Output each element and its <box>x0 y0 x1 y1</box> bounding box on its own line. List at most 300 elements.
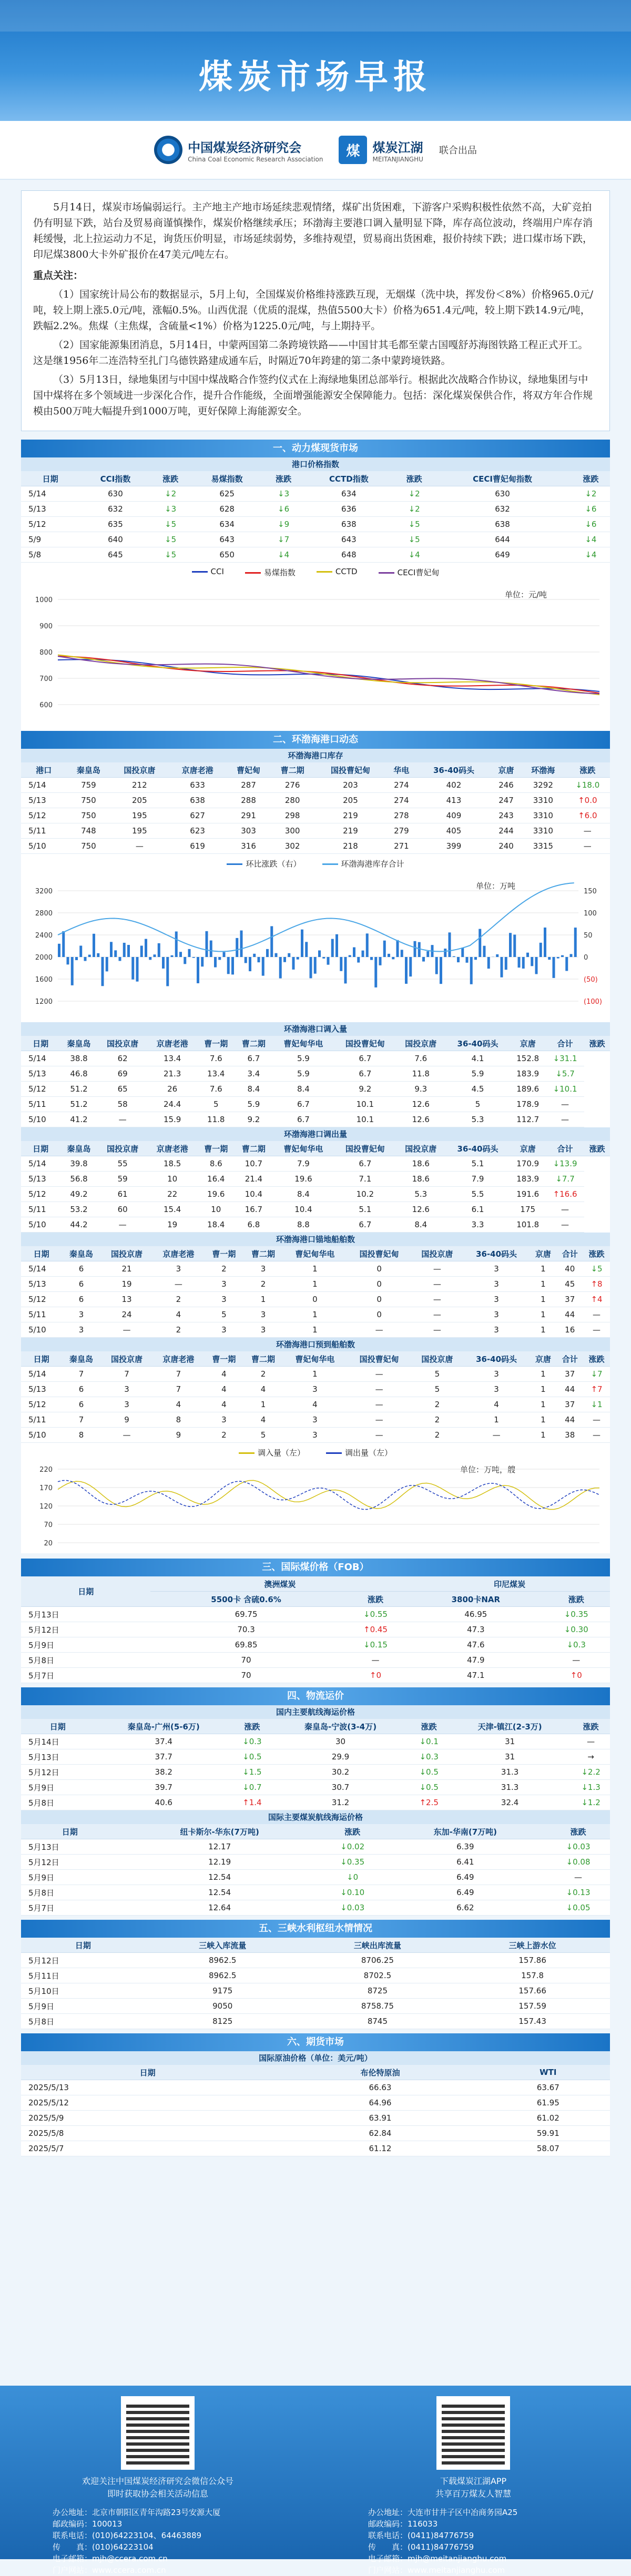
legend-item: CCTD <box>317 567 358 578</box>
table-cell: 2025/5/9 <box>21 2111 274 2126</box>
table-cell: 3 <box>283 1382 347 1397</box>
table-cell: ↓5 <box>583 1261 610 1277</box>
table-cell: ↓0.05 <box>546 1900 610 1916</box>
table-cell: 276 <box>270 778 314 793</box>
change-bar <box>335 934 338 957</box>
table-cell: 44 <box>556 1412 583 1428</box>
table-cell: 6.7 <box>334 1051 396 1066</box>
table-cell: ↓0.15 <box>342 1637 410 1653</box>
table-cell: — <box>110 839 168 854</box>
table-cell: 399 <box>416 839 491 854</box>
table-cell: 638 <box>303 517 395 532</box>
table-cell: 61.12 <box>274 2141 486 2156</box>
table-cell: 178.9 <box>510 1097 546 1112</box>
table-cell: 3 <box>463 1322 530 1338</box>
table-cell: — <box>463 1428 530 1443</box>
table-cell: — <box>583 1428 610 1443</box>
table-cell: 11.8 <box>197 1112 235 1127</box>
table-row <box>21 1607 610 1622</box>
change-bar <box>245 957 247 963</box>
column-header: 涨跌 <box>395 471 433 486</box>
table-cell: ↓0.03 <box>321 1900 384 1916</box>
table-row <box>21 1765 610 1780</box>
column-header: 京唐老港 <box>147 1036 197 1051</box>
table-cell: 44 <box>556 1307 583 1322</box>
table-cell: 38.8 <box>60 1051 98 1066</box>
column-header: 国投京唐 <box>411 1246 463 1261</box>
table-cell: 51.2 <box>60 1082 98 1097</box>
table-cell: 2 <box>152 1292 204 1307</box>
column-header: 京唐 <box>530 1351 557 1367</box>
change-bar <box>318 950 321 957</box>
table-cell: 46.95 <box>409 1607 542 1622</box>
table-cell: ↓3 <box>151 502 190 517</box>
table-cell: 3 <box>205 1322 244 1338</box>
column-header: 国投曹妃甸 <box>347 1351 411 1367</box>
table-row <box>21 793 610 808</box>
column-header: 秦皇岛 <box>62 1246 101 1261</box>
table-cell: 6.7 <box>235 1051 273 1066</box>
table-cell: ↓0.35 <box>542 1607 610 1622</box>
change-bar <box>396 940 399 957</box>
table-cell: 7.6 <box>396 1051 446 1066</box>
change-bar <box>84 957 87 961</box>
table-cell: 157.43 <box>455 2014 610 2029</box>
table-cell: 219 <box>314 823 386 839</box>
table-cell: ↓1.5 <box>233 1765 271 1780</box>
column-header: 日期 <box>21 1719 95 1734</box>
table-row <box>21 1367 610 1382</box>
table-cell: 47.1 <box>409 1668 542 1683</box>
table-row <box>21 1112 610 1127</box>
table-cell: 3315 <box>521 839 565 854</box>
table-cell: 3 <box>101 1382 152 1397</box>
table-cell: 648 <box>303 547 395 563</box>
change-bar <box>418 942 421 957</box>
table-cell: 632 <box>433 502 572 517</box>
column-header: 曹妃甸华电 <box>283 1351 347 1367</box>
table-row <box>21 1097 610 1112</box>
table-cell: — <box>565 823 610 839</box>
column-header: 京唐老港 <box>152 1246 204 1261</box>
y-tick-label: 2400 <box>35 932 53 940</box>
key-points-title: 重点关注： <box>33 268 598 283</box>
table-cell: 5/10 <box>21 1112 60 1127</box>
column-header: 36-40码头 <box>446 1141 510 1156</box>
table-cell: 246 <box>491 778 521 793</box>
table-cell: 69 <box>98 1066 148 1082</box>
flow-chart-svg <box>21 1459 610 1553</box>
change-bar <box>218 957 221 960</box>
column-header: 京唐 <box>510 1141 546 1156</box>
column-header: 涨跌 <box>410 1719 448 1734</box>
table-row <box>21 2080 610 2095</box>
change-bar <box>487 957 490 969</box>
table-cell: ↓6 <box>572 502 610 517</box>
table-cell: 21.3 <box>147 1066 197 1082</box>
table-row <box>21 1172 610 1187</box>
co-produced: 联合出品 <box>439 143 477 157</box>
stock-chart-unit: 单位：万吨 <box>476 880 515 891</box>
table-cell: — <box>411 1292 463 1307</box>
table-cell: 5.5 <box>446 1187 510 1202</box>
table-cell: 7.6 <box>197 1051 235 1066</box>
table-cell: 750 <box>67 839 111 854</box>
mtjh-name: 煤炭江湖 <box>372 137 423 156</box>
table-cell: 10.4 <box>272 1202 334 1217</box>
change-bar <box>231 957 234 974</box>
column-header: 涨跌 <box>233 1719 271 1734</box>
change-bar <box>379 957 382 965</box>
change-bar <box>283 957 286 962</box>
column-header: 三峡上游水位 <box>455 1938 610 1953</box>
table-cell: 12.19 <box>119 1855 321 1870</box>
table-cell: 21.4 <box>235 1172 273 1187</box>
y2-tick-label: (50) <box>584 976 598 984</box>
table-cell: — <box>411 1261 463 1277</box>
y-tick-label: 1200 <box>35 998 53 1006</box>
column-header: 东加-华南(7万吨) <box>384 1824 546 1839</box>
price-chart-svg <box>21 584 610 731</box>
table-cell: 625 <box>190 486 264 502</box>
table-row <box>21 778 610 793</box>
table-cell: 62 <box>98 1051 148 1066</box>
table-cell: 37 <box>556 1397 583 1412</box>
table-cell: 5月7日 <box>21 1668 150 1683</box>
table-cell: 3 <box>463 1307 530 1322</box>
table-cell: 5/13 <box>21 502 79 517</box>
table-cell: ↓1 <box>583 1397 610 1412</box>
table-cell: 8725 <box>300 1983 455 1999</box>
column-header: 合计 <box>546 1036 584 1051</box>
table-cell: 195 <box>110 808 168 823</box>
table-cell: 5/13 <box>21 793 67 808</box>
table-cell: 5/10 <box>21 839 67 854</box>
table-cell: 634 <box>303 486 395 502</box>
table-cell: 6.7 <box>334 1066 396 1082</box>
table-cell: 636 <box>303 502 395 517</box>
table-row <box>21 1202 610 1217</box>
table-cell: 271 <box>386 839 416 854</box>
column-header: 涨跌 <box>572 1719 610 1734</box>
table-cell: ↓4 <box>572 532 610 547</box>
table-cell: 5/14 <box>21 1367 62 1382</box>
change-bar <box>426 951 429 957</box>
table-row <box>21 2014 610 2029</box>
table-cell: ↑6.0 <box>565 808 610 823</box>
table-cell: 640 <box>79 532 151 547</box>
table-cell: ↑7 <box>583 1382 610 1397</box>
ccera-logo-icon <box>154 136 182 164</box>
table-cell: — <box>411 1322 463 1338</box>
y-tick-label: 1600 <box>35 976 53 984</box>
table-cell: 2 <box>205 1261 244 1277</box>
table-cell: 3.3 <box>446 1217 510 1233</box>
table-cell: 644 <box>433 532 572 547</box>
change-bar <box>553 957 555 978</box>
change-bar <box>301 930 303 957</box>
pre-arrival-subtitle: 环渤海港口预到船舶数 <box>21 1338 610 1351</box>
table-row <box>21 1968 610 1983</box>
table-cell: 6.62 <box>384 1900 546 1916</box>
table-cell: 6.7 <box>334 1217 396 1233</box>
table-cell: 1 <box>530 1277 557 1292</box>
table-cell: 55 <box>98 1156 148 1172</box>
table-cell: 1 <box>530 1307 557 1322</box>
table-cell: 70 <box>150 1668 341 1683</box>
table-cell: ↓5 <box>151 532 190 547</box>
change-bar <box>88 955 91 957</box>
table-cell: 5/9 <box>21 532 79 547</box>
change-bar <box>227 957 230 974</box>
ccera-qr-code[interactable] <box>121 2396 195 2470</box>
table-cell: 5/10 <box>21 1217 60 1233</box>
column-header: 京唐 <box>491 762 521 778</box>
table-cell: 5/11 <box>21 1307 62 1322</box>
contact-line: 门户网站：www.ccera.com.cn <box>53 2564 220 2576</box>
table-cell: 203 <box>314 778 386 793</box>
change-bar <box>479 929 481 957</box>
table-cell: 302 <box>270 839 314 854</box>
table-cell: 300 <box>270 823 314 839</box>
table-cell: 47.9 <box>409 1653 542 1668</box>
table-cell: 9050 <box>145 1999 300 2014</box>
column-header: 日期 <box>21 1351 62 1367</box>
column-header: 曹一期 <box>205 1351 244 1367</box>
table-row <box>21 1382 610 1397</box>
table-cell: — <box>572 1734 610 1749</box>
table-cell: 4 <box>205 1367 244 1382</box>
port-index-table <box>21 471 610 563</box>
table-cell: — <box>347 1412 411 1428</box>
change-bar <box>149 957 151 960</box>
table-cell: 59 <box>98 1172 148 1187</box>
table-cell: 3 <box>62 1307 101 1322</box>
column-header: 国投曹妃甸 <box>347 1246 411 1261</box>
column-header: 曹二期 <box>243 1351 283 1367</box>
column-header: 涨跌 <box>542 1592 610 1607</box>
column-header: 曹一期 <box>197 1141 235 1156</box>
table-cell: 1 <box>530 1382 557 1397</box>
table-cell: 37.4 <box>95 1734 233 1749</box>
table-cell: 1 <box>283 1367 347 1382</box>
table-cell: 274 <box>386 778 416 793</box>
table-cell: ↓5 <box>395 532 433 547</box>
column-header: 国投京唐 <box>396 1141 446 1156</box>
flow-line <box>58 1481 599 1510</box>
table-cell: ↑0.45 <box>342 1622 410 1637</box>
table-cell: 13 <box>101 1292 152 1307</box>
column-header: 华电 <box>386 762 416 778</box>
table-cell: 18.6 <box>396 1156 446 1172</box>
port-index-subtitle: 港口价格指数 <box>21 457 610 471</box>
header-glow <box>0 0 631 32</box>
table-row <box>21 547 610 563</box>
intl-price-block <box>21 1576 610 1683</box>
table-row <box>21 1051 610 1066</box>
table-cell: 5 <box>205 1307 244 1322</box>
intl-freight-table <box>21 1824 610 1916</box>
table-cell: 8 <box>62 1428 101 1443</box>
table-cell: 244 <box>491 823 521 839</box>
change-bar <box>179 952 182 957</box>
page-title: 煤炭市场早报 <box>0 50 631 98</box>
table-row <box>21 1734 610 1749</box>
table-cell: 112.7 <box>510 1112 546 1127</box>
table-cell: 5月13日 <box>21 1749 95 1765</box>
column-header: 36-40码头 <box>463 1351 530 1367</box>
column-header: 天津-镇江(2-3万) <box>448 1719 572 1734</box>
table-cell: 8.6 <box>197 1156 235 1172</box>
table-cell: 157.8 <box>455 1968 610 1983</box>
change-bar <box>405 957 408 984</box>
table-cell: 16.4 <box>197 1172 235 1187</box>
table-row <box>21 1749 610 1765</box>
table-cell: 288 <box>227 793 271 808</box>
column-header: 5500卡 含硫0.6% <box>150 1592 341 1607</box>
table-cell: 7.9 <box>446 1172 510 1187</box>
table-row <box>21 1953 610 1968</box>
contact-line: 门户网站：www.meitanjianghu.com <box>368 2564 517 2576</box>
table-cell: 279 <box>386 823 416 839</box>
change-bar <box>509 933 512 957</box>
table-cell: ↓2 <box>395 502 433 517</box>
change-bar <box>305 942 308 957</box>
change-bar <box>366 933 369 957</box>
table-cell: 40.6 <box>95 1795 233 1810</box>
change-bar <box>327 957 330 965</box>
table-cell: 59.91 <box>486 2126 610 2141</box>
table-row <box>21 2095 610 2111</box>
table-cell: 645 <box>79 547 151 563</box>
table-cell: 7 <box>62 1367 101 1382</box>
table-cell: 44.2 <box>60 1217 98 1233</box>
change-bar <box>75 957 78 960</box>
table-cell: ↓0.3 <box>410 1749 448 1765</box>
table-cell: ↓0.13 <box>546 1885 610 1900</box>
table-cell: 759 <box>67 778 111 793</box>
three-gorges-block <box>21 1938 610 2029</box>
table-cell: 5.9 <box>446 1066 510 1082</box>
change-bar <box>557 957 559 959</box>
change-bar <box>340 957 342 971</box>
table-cell: ↓4 <box>572 547 610 563</box>
change-bar <box>574 928 577 957</box>
table-cell: 5月11日 <box>21 1968 145 1983</box>
table-cell: 4.1 <box>446 1051 510 1066</box>
table-cell: 619 <box>168 839 226 854</box>
legend-item: 调入量（左） <box>239 1447 305 1458</box>
table-cell: 650 <box>190 547 264 563</box>
table-cell: 3 <box>463 1367 530 1382</box>
table-row <box>21 1277 610 1292</box>
table-cell: — <box>583 1307 610 1322</box>
change-bar <box>214 957 217 968</box>
table-cell: 628 <box>190 502 264 517</box>
section-4-title: 四、物流运价 <box>21 1687 610 1705</box>
table-cell: 5/14 <box>21 1156 60 1172</box>
change-bar <box>140 945 143 957</box>
change-bar <box>201 957 203 966</box>
table-cell: 6 <box>62 1292 101 1307</box>
table-cell: 6.39 <box>384 1839 546 1855</box>
y-tick-label: 170 <box>39 1484 53 1492</box>
table-cell: 413 <box>416 793 491 808</box>
table-cell: ↓5 <box>151 547 190 563</box>
change-bar <box>362 951 364 957</box>
column-header: 涨跌 <box>321 1824 384 1839</box>
table-cell: 409 <box>416 808 491 823</box>
table-cell: 183.9 <box>510 1066 546 1082</box>
mtjh-qr-code[interactable] <box>436 2396 510 2470</box>
column-header: 涨跌 <box>584 1036 610 1051</box>
table-cell: — <box>98 1217 148 1233</box>
column-header: 国投京唐 <box>110 762 168 778</box>
table-cell: 2025/5/8 <box>21 2126 274 2141</box>
table-cell: ↓2 <box>572 486 610 502</box>
table-cell: 1 <box>530 1412 557 1428</box>
mtjh-qr-caption-1: 下载煤炭江湖APP <box>373 2475 573 2488</box>
table-cell: — <box>152 1277 204 1292</box>
table-cell: 1 <box>530 1367 557 1382</box>
table-cell: 405 <box>416 823 491 839</box>
table-cell: 634 <box>190 517 264 532</box>
table-cell: 4 <box>152 1307 204 1322</box>
legend-item: 环比涨跌（右） <box>227 858 301 869</box>
ccera-qr-caption <box>58 2475 258 2500</box>
table-row <box>21 1839 610 1855</box>
change-bar <box>154 954 156 957</box>
outflow-subtitle: 环渤海港口调出量 <box>21 1127 610 1141</box>
table-cell: — <box>546 1202 584 1217</box>
column-header: 涨跌 <box>342 1592 410 1607</box>
column-header: 36-40码头 <box>446 1036 510 1051</box>
table-cell: 5/14 <box>21 778 67 793</box>
table-cell: 2 <box>205 1428 244 1443</box>
table-cell: ↓1.2 <box>572 1795 610 1810</box>
table-cell: ↓7 <box>264 532 303 547</box>
table-cell: 70 <box>150 1653 341 1668</box>
column-header: 日期 <box>21 2065 274 2080</box>
table-cell: 6 <box>62 1277 101 1292</box>
mtjh-qr-caption <box>373 2475 573 2500</box>
table-cell: 31.3 <box>448 1765 572 1780</box>
table-cell: 157.86 <box>455 1953 610 1968</box>
column-header: 曹妃甸华电 <box>272 1036 334 1051</box>
column-header: CCI指数 <box>79 471 151 486</box>
table-cell: 5/13 <box>21 1066 60 1082</box>
table-cell: 56.8 <box>60 1172 98 1187</box>
table-cell: 623 <box>168 823 226 839</box>
table-row <box>21 2111 610 2126</box>
table-cell: 30.7 <box>271 1780 410 1795</box>
table-cell: 19 <box>101 1277 152 1292</box>
table-cell: ↓2.2 <box>572 1765 610 1780</box>
contact-line: 电子邮箱：mjh@meitanjianghu.com <box>368 2553 517 2564</box>
table-cell: 65 <box>98 1082 148 1097</box>
y-tick-label: 900 <box>39 623 53 630</box>
table-cell: 45 <box>556 1277 583 1292</box>
change-bar <box>192 957 195 958</box>
table-cell: 205 <box>314 793 386 808</box>
table-cell: 2 <box>411 1428 463 1443</box>
table-cell: 58.07 <box>486 2141 610 2156</box>
change-bar <box>97 953 99 957</box>
oil-price-table <box>21 2065 610 2156</box>
table-row <box>21 1322 610 1338</box>
table-row <box>21 1261 610 1277</box>
table-cell: 12.54 <box>119 1885 321 1900</box>
